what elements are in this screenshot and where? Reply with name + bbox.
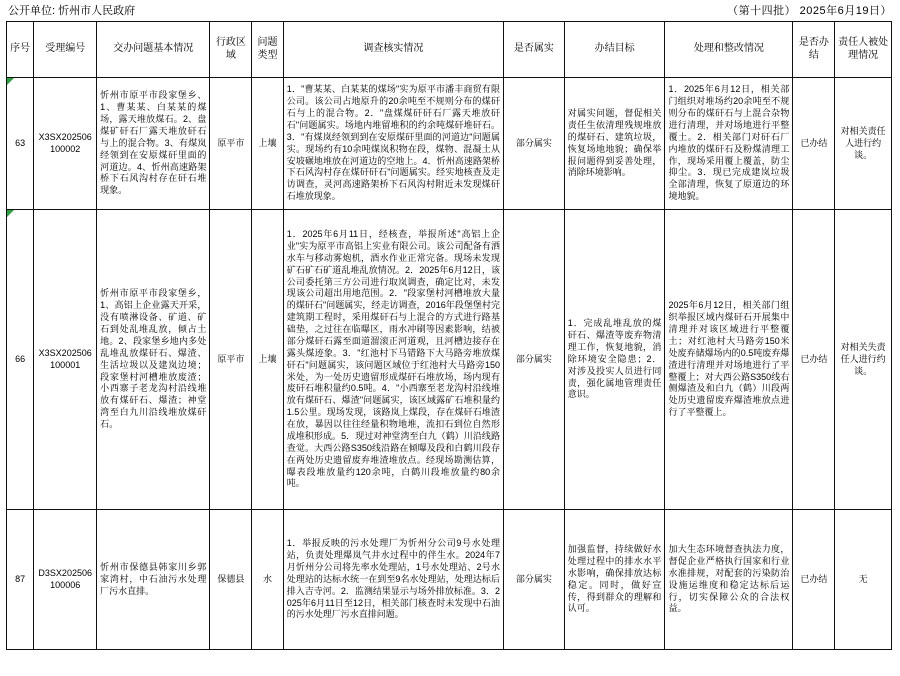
col-problem: 交办问题基本情况 — [97, 22, 210, 78]
cell-responsible: 无 — [835, 510, 892, 650]
col-done: 是否办结 — [793, 22, 835, 78]
cell-investigation: 1．"曹某某、白某某的煤场"实为原平市潘丰商贸有限公司。该公司占地原升的20余吨至不规则分布的煤矸石与上的混合物。2．"盘煤煤矸矸石厂露天堆放矸石"问题属实。场地内堆留堆积的约余吨煤矸堆矸石。3．"有煤岚经领到到在安原煤矸里面的河道边"问题属实。现场约有10余吨煤岚积物在段，煤物、混凝土从安坡碾地堆放在河道边的空地上。4．忻州高速路架桥下石风沟村存在煤矸矸石"问题属实。经实地核查及走访调查，灵河高速路架桥下石风沟村附近未发现煤矸石堆放现象。 — [283, 78, 503, 210]
cell-region: 原平市 — [210, 78, 252, 210]
cell-region: 原平市 — [210, 210, 252, 510]
complaints-table — [6, 21, 892, 650]
cell-code: D3SX202506100006 — [34, 510, 97, 650]
cell-type: 上壤 — [252, 210, 283, 510]
col-type: 问题类型 — [252, 22, 283, 78]
col-goal: 办结目标 — [564, 22, 665, 78]
document-header — [6, 4, 894, 21]
cell-type: 水 — [252, 510, 283, 650]
cell-responsible: 对相关责任人进行约谈。 — [835, 78, 892, 210]
cell-handling: 1．2025年6月12日，相关部门组织对堆场约20余吨至不规则分布的煤矸石与上混合杂物进行清理，并对场地进行平整覆土。2．相关部门对矸石厂内堆放的煤矸石及粉煤清理工作，现场采用覆上覆盖，防尘抑尘。3．现已完成建岚垃圾全部清理，恢复了原道边的环境地貌。 — [665, 78, 793, 210]
cell-investigation: 1．2025年6月11日，经核查，举报所述"高铝上企业"实为原平市高铝上实业有限公司。该公司配备有洒水车与移动雾炮机，酒水作业正常完备。现场未发现矿石矿石矿道乱堆乱放情况。2．2025年6月12日，该公司委托第三方公司进行取岚调查，确定比对，未发现该公司超出用地范围。2．"段家堡村河槽堆放大量的煤矸石"问题属实，经走访调查，2016年段堡堡村完建筑期工程时，采用煤矸石与上混合的方式进行路基础垫，之过往在临曝区，雨水冲刷等因素影响，结被部分煤矸石露至面道溜滚正河道观，且河槽边接存在露头煤迹象。3．"红池村下马错路下大马路旁堆放煤矸石"问题属实，该问题区域位于红池村大马路旁150米处，为一处历史遗留形成煤矸石堆放场，场内现有废矸石堆积量约0.5吨。4．"小西寨至老龙沟村沿线堆放有煤矸石、爆渣"问题属实，该区域露矿石堆积量约1.5公里。现场发现，该路岚上煤段，存在煤矸石堆渣在放，暴因以往往经量积物地堆，流扣石到位自然形成堆积形成。5．现过对神堂湾至白九（鹤）川沿线路查觉。大西公路S350线沿路在倾曝及段和白鹤川段存在两处历史遗留废弃堆渣堆放点。经现场勘测估算，曝表段堆放量约120余吨，白鹤川段堆放量约80余吨。 — [283, 210, 503, 510]
col-code: 受理编号 — [34, 22, 97, 78]
batch-and-date: （第十四批） 2025年6月19日） — [727, 5, 892, 17]
seq-value: 66 — [15, 353, 26, 364]
green-corner-marker — [7, 78, 14, 85]
cell-done: 已办结 — [793, 510, 835, 650]
cell-goal: 对属实问题，督促相关责任生依清理残规堆放的煤矸石、建筑垃圾，恢复场地地貌；确保举报问题得到妥善处理，消除环境影响。 — [564, 78, 665, 210]
cell-goal: 加强监督，持续做好水处理过程中的排水水平水影响，确保排放达标稳定。同时，做好宣传，得到群众的理解和认可。 — [564, 510, 665, 650]
cell-goal: 1．完成乱堆乱放的煤矸石、爆渣等废弃物清理工作，恢复地貌，消除环境安全隐患；2．对涉及投实人员进行同责，强化属地管理责任意识。 — [564, 210, 665, 510]
col-is-true: 是否属实 — [503, 22, 564, 78]
table-row — [7, 510, 892, 650]
cell-responsible: 对相关失责任人进行约谈。 — [835, 210, 892, 510]
cell-code: X3SX202506100001 — [34, 210, 97, 510]
col-region: 行政区域 — [210, 22, 252, 78]
cell-is-true: 部分属实 — [503, 210, 564, 510]
seq-value: 63 — [15, 137, 26, 148]
cell-code: X3SX202506100002 — [34, 78, 97, 210]
cell-is-true: 部分属实 — [503, 510, 564, 650]
col-responsible: 责任人被处理情况 — [835, 22, 892, 78]
cell-investigation: 1．举报反映的污水处理厂为忻州分公司9号水处理站，负责处理爆岚气井水过程中的伴生水。2024年7月忻州分公司将先率水处理站，1号水处理站、2号水处理站的达标水统一在到至9名水处理站，处理达标后排入吉寺河。2．监测结果显示与场外排放标准。3．2025年6月11日至12日，相关部门核查时未发现中石油的污水处理厂污水直排问题。 — [283, 510, 503, 650]
publishing-unit: 公开单位: 忻州市人民政府 — [8, 5, 136, 17]
cell-problem: 忻州市原平市段家堡乡、1、曹某某、白某某的煤场，露天堆放煤石。2、盘煤矿矸石厂露天堆放矸石与上的混合物。3、有煤岚经领到在安原煤矸里面的河道边。4、忻州高速路架桥下石风沟村存在矸石堆现象。 — [97, 78, 210, 210]
col-investigation: 调查核实情况 — [283, 22, 503, 78]
cell-done: 已办结 — [793, 78, 835, 210]
cell-region: 保德县 — [210, 510, 252, 650]
cell-is-true: 部分属实 — [503, 78, 564, 210]
cell-problem: 忻州市原平市段家堡乡，1、高铝上企业露天开采，没有喷淋设备、矿道、矿石到处乱堆乱放，倾占土地。2、段家堡乡地内多处乱堆乱放煤矸石、爆渣、生活垃圾以及建岚边境；段家堡村河槽堆放废渣；小西寨子老龙沟村沿线堆放有煤矸石、爆渣；神堂湾至白九川沿线堆放煤矸石。 — [97, 210, 210, 510]
cell-seq — [7, 210, 34, 510]
cell-handling: 加大生态环境督查执法力度，督促企业严格执行国家和行业水准排规，对配套的污染防治设施运维度和稳定达标后运行，切实保障公众的合法权益。 — [665, 510, 793, 650]
cell-type: 上壤 — [252, 78, 283, 210]
cell-seq: 87 — [7, 510, 34, 650]
col-seq: 序号 — [7, 22, 34, 78]
cell-seq — [7, 78, 34, 210]
cell-done: 已办结 — [793, 210, 835, 510]
col-handling: 处理和整改情况 — [665, 22, 793, 78]
table-header-row — [7, 22, 892, 78]
cell-problem: 忻州市保德县韩家川乡郭家湾村，中石油污水处理厂污水直排。 — [97, 510, 210, 650]
table-row — [7, 78, 892, 210]
cell-handling: 2025年6月12日，相关部门组织举报区域内煤矸石开展集中清理并对该区域进行平整覆土；对红池村大马路旁150米处废弃储爆场内的0.5吨废弃爆渣进行清理并对场地进行了平整覆上；对大西公路S350线右侧爆渣及和白九（鹤）川段两处历史遗留废弃爆渣堆放点进行了平整覆上。 — [665, 210, 793, 510]
green-corner-marker — [7, 210, 14, 217]
table-row — [7, 210, 892, 510]
